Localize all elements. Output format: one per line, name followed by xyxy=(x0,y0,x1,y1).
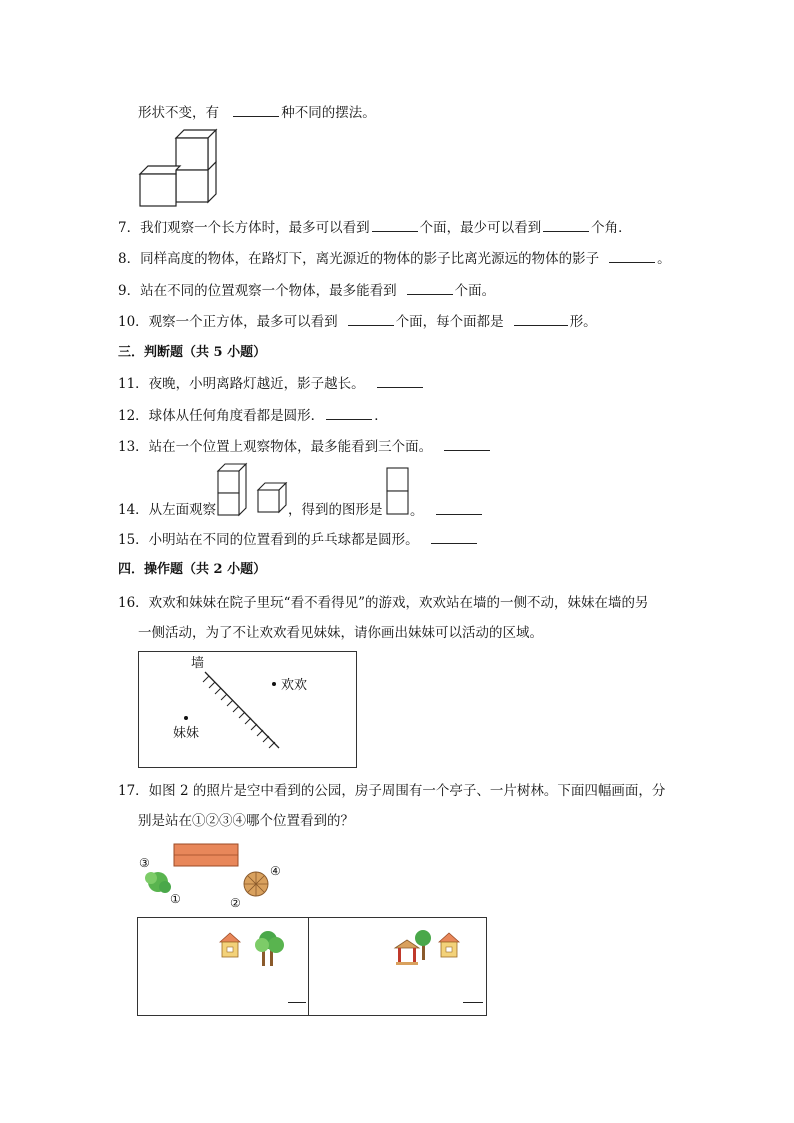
q11-blank[interactable] xyxy=(377,373,423,388)
q6-tail xyxy=(138,102,376,123)
question-7 xyxy=(118,217,632,238)
pavilion-icon xyxy=(395,940,419,965)
q12-blank[interactable] xyxy=(326,405,372,420)
position-1-label: ① xyxy=(170,892,181,906)
question-15 xyxy=(118,529,479,550)
q10-blank-1[interactable] xyxy=(348,311,394,326)
section-4-heading: 四．操作题（共 2 小题） xyxy=(118,562,267,577)
q6-text-b: 种不同的摆法。 xyxy=(281,105,376,121)
section-3-heading: 三．判断题（共 5 小题） xyxy=(118,345,267,360)
huanhuan-label: 欢欢 xyxy=(281,678,308,693)
q15-blank[interactable] xyxy=(431,529,477,544)
question-11 xyxy=(118,373,425,394)
question-14-prefix: 14．从左面观察 xyxy=(118,502,217,518)
q8-text-a: 8．同样高度的物体，在路灯下，离光源近的物体的影子比离光源远的物体的影子 xyxy=(118,251,600,267)
question-16-line-1: 16．欢欢和妹妹在院子里玩“看不看得见”的游戏，欢欢站在墙的一侧不动，妹妹在墙的另 xyxy=(118,595,649,611)
meimei-label: 妹妹 xyxy=(173,726,200,741)
q14-blank[interactable] xyxy=(436,500,482,515)
question-17-line-2: 别是站在①②③④哪个位置看到的？ xyxy=(138,813,354,829)
panel-1-answer-blank[interactable] xyxy=(288,1002,306,1003)
q17-view-panel-1 xyxy=(137,917,310,1016)
meimei-dot xyxy=(184,716,188,720)
q14-stacked-cubes xyxy=(216,462,248,518)
q7-text-a: 7．我们观察一个长方体时，最多可以看到 xyxy=(118,220,370,236)
q16-yard-figure[interactable] xyxy=(138,651,357,768)
q7-blank-2[interactable] xyxy=(543,217,589,232)
house-icon xyxy=(439,933,459,957)
q9-blank[interactable] xyxy=(407,280,453,295)
tree-icon xyxy=(415,930,431,960)
question-13 xyxy=(118,436,492,457)
q16-wall-diagram xyxy=(139,652,356,767)
tree-icon xyxy=(255,931,284,966)
q9-text-b: 个面。 xyxy=(454,283,496,299)
q8-blank[interactable] xyxy=(609,248,655,263)
q13-text: 13．站在一个位置上观察物体，最多能看到三个面。 xyxy=(118,439,433,455)
question-12 xyxy=(118,405,388,426)
question-16-line-2: 一侧活动，为了不让欢欢看见妹妹，请你画出妹妹可以活动的区域。 xyxy=(138,625,543,641)
q7-text-c: 个角． xyxy=(591,220,632,236)
q12-text-a: 12．球体从任何角度看都是圆形． xyxy=(118,408,325,424)
house-icon xyxy=(220,933,240,957)
q14-result-shape xyxy=(386,467,410,517)
q10-text-b: 个面，每个面都是 xyxy=(395,314,504,330)
q8-text-b: 。 xyxy=(657,251,671,267)
q6-answer-blank[interactable] xyxy=(233,102,279,117)
position-2-label: ② xyxy=(230,896,241,910)
q17-aerial-map xyxy=(138,838,288,912)
huanhuan-dot xyxy=(272,682,276,686)
question-14-suffix xyxy=(410,500,484,521)
question-14-middle: ，得到的图形是 xyxy=(288,502,383,518)
q10-text-c: 形。 xyxy=(569,314,597,330)
q6-cubes-figure xyxy=(136,128,220,210)
question-9 xyxy=(118,280,495,301)
q7-text-b: 个面，最少可以看到 xyxy=(419,220,542,236)
q14-single-cube xyxy=(256,482,288,514)
q10-text-a: 10．观察一个正方体，最多可以看到 xyxy=(118,314,338,330)
question-17-line-1: 17．如图 2 的照片是空中看到的公园，房子周围有一个亭子、一片树林。下面四幅画面，分 xyxy=(118,783,666,799)
q15-text: 15．小明站在不同的位置看到的乒乓球都是圆形。 xyxy=(118,532,419,548)
q7-blank-1[interactable] xyxy=(372,217,418,232)
q10-blank-2[interactable] xyxy=(514,311,568,326)
question-8 xyxy=(118,248,671,269)
q17-view-panel-2 xyxy=(308,917,487,1016)
q12-text-b: ． xyxy=(374,408,388,424)
q6-text-a: 形状不变，有 xyxy=(138,105,219,121)
panel-2-answer-blank[interactable] xyxy=(463,1002,483,1003)
q13-blank[interactable] xyxy=(444,436,490,451)
position-4-label: ④ xyxy=(270,864,281,878)
q9-text-a: 9．站在不同的位置观察一个物体，最多能看到 xyxy=(118,283,397,299)
question-10 xyxy=(118,311,597,332)
q11-text: 11．夜晚，小明离路灯越近，影子越长。 xyxy=(118,376,365,392)
wall-label: 墙 xyxy=(191,656,205,671)
q14-text-c: 。 xyxy=(410,503,424,519)
position-3-label: ③ xyxy=(139,856,150,870)
